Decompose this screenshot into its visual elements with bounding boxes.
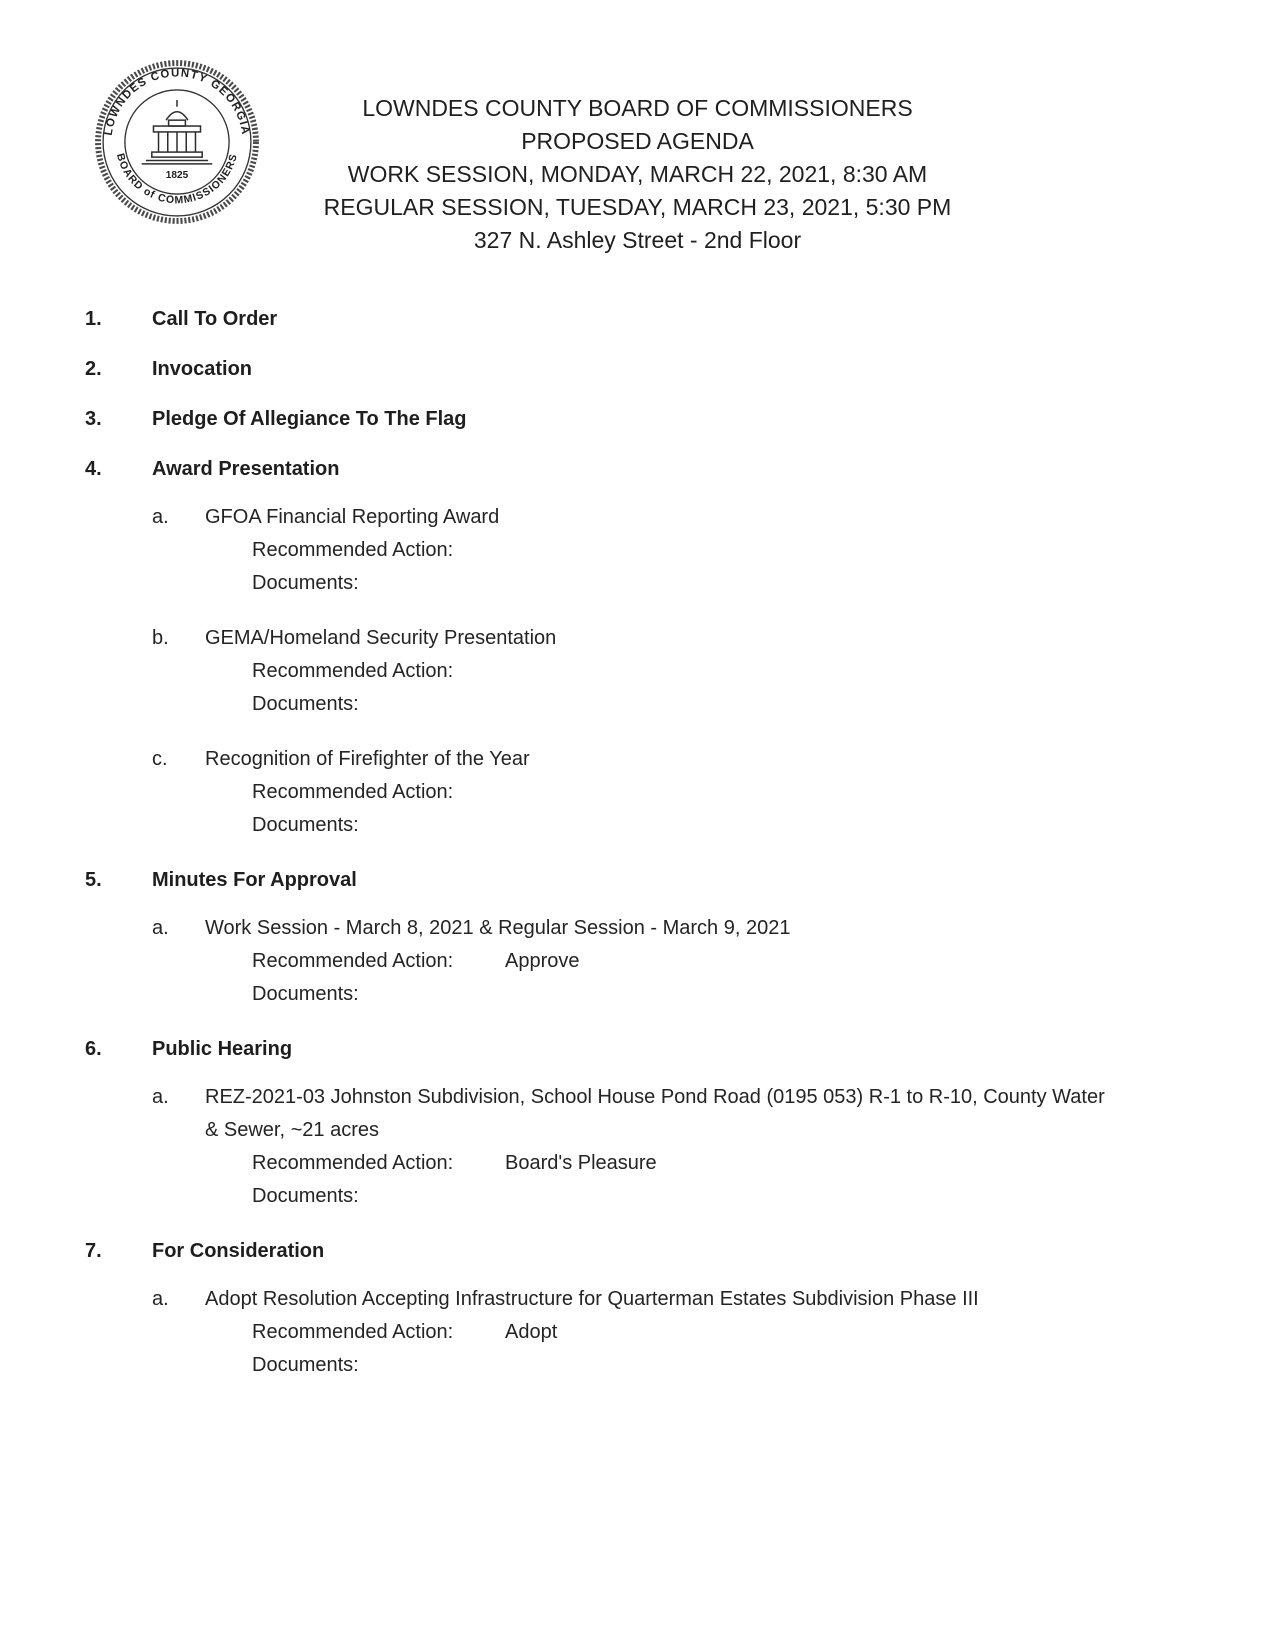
- agenda-item-number: 1.: [85, 308, 102, 330]
- agenda-item-heading: [0, 453, 1275, 486]
- agenda-subitem-heading: [152, 501, 1115, 534]
- agenda-subitem-letter: a.: [152, 1288, 169, 1310]
- documents-label: Documents:: [252, 1354, 359, 1376]
- recommended-action-label: Recommended Action:: [252, 1321, 454, 1343]
- recommended-action-line: [252, 1316, 1115, 1349]
- agenda-item-heading: [0, 1033, 1275, 1066]
- agenda-item-title: Call To Order: [152, 308, 278, 330]
- agenda-item: [0, 353, 1275, 386]
- agenda-item-heading: [0, 353, 1275, 386]
- agenda-subitem-heading: [152, 1283, 1115, 1316]
- agenda-item: [0, 864, 1275, 1011]
- documents-line: [252, 809, 1115, 842]
- documents-line: [252, 567, 1115, 600]
- agenda-subitem-letter: a.: [152, 917, 169, 939]
- agenda-item-heading: [0, 864, 1275, 897]
- documents-line: [252, 1180, 1115, 1213]
- recommended-action-line: [252, 1147, 1115, 1180]
- agenda-subitem: [152, 501, 1115, 600]
- agenda-subitem-text: Work Session - March 8, 2021 & Regular Session - March 9, 2021: [205, 917, 791, 939]
- recommended-action-label: Recommended Action:: [252, 660, 454, 682]
- agenda-subitem-text: GFOA Financial Reporting Award: [205, 506, 500, 528]
- agenda-item: [0, 453, 1275, 842]
- header-line-address: 327 N. Ashley Street - 2nd Floor: [473, 227, 802, 253]
- seal-top-text: LOWNDES COUNTY GEORGIA: [102, 67, 252, 137]
- agenda-subitem: [152, 912, 1115, 1011]
- agenda-item-title: Minutes For Approval: [152, 869, 357, 891]
- agenda-subitem-letter: a.: [152, 506, 169, 528]
- agenda-subitem-text: GEMA/Homeland Security Presentation: [205, 627, 557, 649]
- recommended-action-label: Recommended Action:: [252, 1152, 454, 1174]
- agenda-subitem-heading: [152, 743, 1115, 776]
- agenda-subitem: [152, 1283, 1115, 1382]
- agenda-subitem-heading: [152, 912, 1115, 945]
- agenda-item-number: 6.: [85, 1038, 102, 1060]
- agenda-subitem: [152, 622, 1115, 721]
- agenda-subitem-text: Recognition of Firefighter of the Year: [205, 748, 530, 770]
- recommended-action-label: Recommended Action:: [252, 781, 454, 803]
- seal-year: 1825: [165, 170, 189, 182]
- agenda-subitem-letter: b.: [152, 627, 169, 649]
- agenda-item-number: 5.: [85, 869, 102, 891]
- county-seal: [93, 58, 261, 226]
- header-line-regular-session: REGULAR SESSION, TUESDAY, MARCH 23, 2021, 5:30 PM: [323, 194, 952, 220]
- agenda-subitem-heading: [152, 1081, 1115, 1147]
- recommended-action-line: [252, 655, 1115, 688]
- agenda-item-heading: [0, 403, 1275, 436]
- documents-label: Documents:: [252, 1185, 359, 1207]
- header-line-agenda-title: PROPOSED AGENDA: [521, 128, 754, 154]
- agenda-item-number: 3.: [85, 408, 102, 430]
- documents-label: Documents:: [252, 814, 359, 836]
- agenda-item: [0, 1033, 1275, 1213]
- recommended-action-value: Approve: [505, 950, 580, 972]
- recommended-action-label: Recommended Action:: [252, 539, 454, 561]
- agenda-item-title: Invocation: [152, 358, 253, 380]
- recommended-action-line: [252, 534, 1115, 567]
- agenda-item-number: 2.: [85, 358, 102, 380]
- agenda-item-title: For Consideration: [152, 1240, 325, 1262]
- agenda-item: [0, 1235, 1275, 1382]
- agenda-subitem-heading: [152, 622, 1115, 655]
- documents-label: Documents:: [252, 983, 359, 1005]
- documents-line: [252, 688, 1115, 721]
- agenda-item-heading: [0, 303, 1275, 336]
- county-seal-graphic: [93, 58, 261, 226]
- courthouse-icon: [142, 100, 213, 164]
- agenda-subitem-letter: c.: [152, 748, 168, 770]
- documents-label: Documents:: [252, 572, 359, 594]
- recommended-action-label: Recommended Action:: [252, 950, 454, 972]
- agenda-subitem-text: REZ-2021-03 Johnston Subdivision, School House Pond Road (0195 053) R-1 to R-10, County Water & Sewer, ~21 acres: [205, 1086, 1105, 1141]
- agenda-item-number: 4.: [85, 458, 102, 480]
- seal-bottom-text: BOARD of COMMISSIONERS: [113, 152, 241, 207]
- agenda-item: [0, 303, 1275, 336]
- header-line-work-session: WORK SESSION, MONDAY, MARCH 22, 2021, 8:30 AM: [347, 161, 928, 187]
- agenda-item-title: Award Presentation: [152, 458, 340, 480]
- agenda-subitem: [152, 743, 1115, 842]
- recommended-action-value: Adopt: [505, 1321, 558, 1343]
- agenda-item-number: 7.: [85, 1240, 102, 1262]
- agenda-item-title: Pledge Of Allegiance To The Flag: [152, 408, 467, 430]
- header-line-org: LOWNDES COUNTY BOARD OF COMMISSIONERS: [362, 95, 913, 121]
- agenda-subitem-text: Adopt Resolution Accepting Infrastructure for Quarterman Estates Subdivision Phase III: [205, 1288, 979, 1310]
- agenda-subitem-letter: a.: [152, 1086, 169, 1108]
- documents-label: Documents:: [252, 693, 359, 715]
- documents-line: [252, 1349, 1115, 1382]
- agenda-item-title: Public Hearing: [152, 1038, 293, 1060]
- agenda-list: [0, 303, 1275, 1382]
- agenda-item-heading: [0, 1235, 1275, 1268]
- agenda-item: [0, 403, 1275, 436]
- agenda-subitem: [152, 1081, 1115, 1213]
- documents-line: [252, 978, 1115, 1011]
- recommended-action-value: Board's Pleasure: [505, 1152, 657, 1174]
- recommended-action-line: [252, 945, 1115, 978]
- recommended-action-line: [252, 776, 1115, 809]
